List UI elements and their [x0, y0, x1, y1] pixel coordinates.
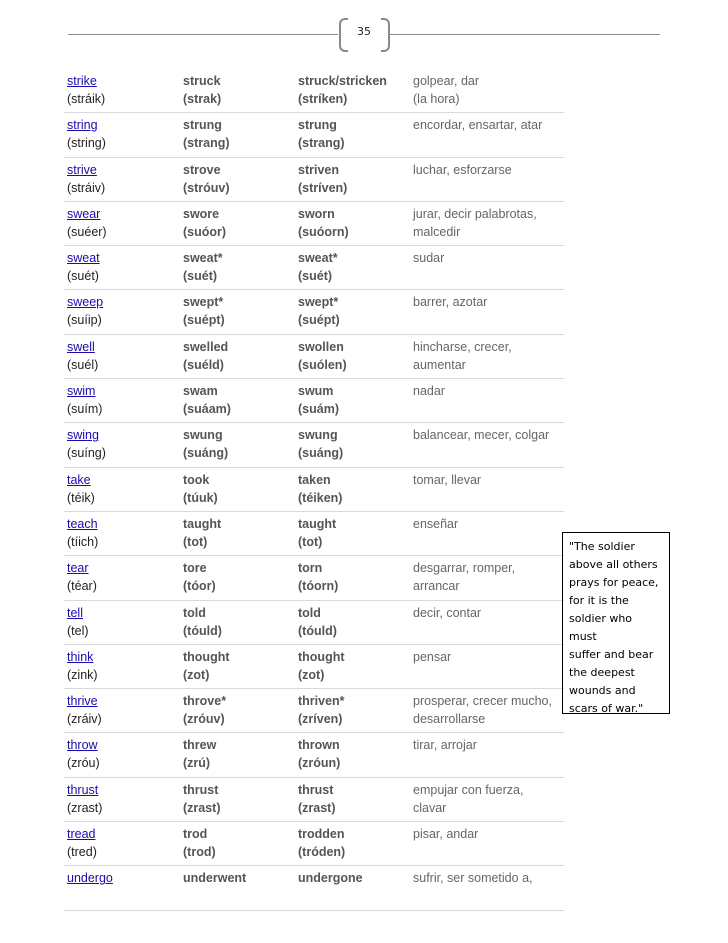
verb-link[interactable]: swell	[67, 339, 95, 354]
past-pronunciation: (zrú)	[183, 756, 211, 771]
participle-pronunciation: (strang)	[298, 136, 345, 151]
past-pronunciation: (tóuld)	[183, 623, 222, 638]
past-form-cell	[183, 249, 295, 285]
meaning-line-2: malcedir	[413, 224, 461, 239]
participle-pronunciation: (suáng)	[298, 446, 344, 461]
meaning-line-1: empujar con fuerza,	[413, 782, 524, 797]
participle-cell	[298, 249, 412, 285]
meaning-line-2: (la hora)	[413, 92, 460, 106]
base-form-cell	[67, 692, 179, 728]
past-pronunciation: (zróuv)	[183, 712, 225, 727]
base-form-cell	[67, 736, 179, 772]
past-form: strove	[183, 162, 221, 177]
meaning-cell	[413, 825, 563, 843]
past-form-cell	[183, 471, 295, 507]
participle-form: swum	[298, 384, 334, 399]
participle-pronunciation: (strívеn)	[298, 180, 348, 195]
meaning-line-1: encordar, ensartar, atar	[413, 118, 543, 133]
past-form-cell	[183, 426, 295, 462]
meaning-line-1: hincharse, crecer,	[413, 339, 512, 354]
meaning-line-2: aumentar	[413, 357, 466, 372]
past-form: swelled	[183, 339, 229, 354]
past-form: thought	[183, 649, 230, 664]
table-row	[64, 733, 564, 777]
participle-cell	[298, 604, 412, 640]
base-form-cell	[67, 426, 179, 462]
table-row	[64, 512, 564, 556]
meaning-cell	[413, 692, 563, 728]
meaning-cell	[413, 293, 563, 311]
past-form-cell	[183, 205, 295, 241]
meaning-cell	[413, 72, 563, 108]
participle-form: swollen	[298, 339, 344, 354]
table-row	[64, 822, 564, 866]
meaning-line-1: golpear, dar	[413, 74, 480, 88]
participle-pronunciation: (téiken)	[298, 490, 343, 505]
participle-cell	[298, 426, 412, 462]
participle-pronunciation: (suám)	[298, 402, 339, 417]
past-form-cell	[183, 559, 295, 595]
participle-cell	[298, 293, 412, 329]
meaning-line-1: pisar, andar	[413, 827, 479, 842]
participle-form: sworn	[298, 206, 335, 221]
table-row	[64, 423, 564, 467]
past-pronunciation: (suéld)	[183, 357, 224, 372]
base-pronunciation: (suím)	[67, 402, 103, 417]
base-form-cell	[67, 338, 179, 374]
past-form: thrust	[183, 782, 219, 797]
base-pronunciation: (tred)	[67, 845, 97, 860]
participle-cell	[298, 515, 412, 551]
participle-cell	[298, 161, 412, 197]
base-pronunciation: (suét)	[67, 269, 99, 284]
table-row	[64, 866, 564, 910]
meaning-cell	[413, 648, 563, 666]
meaning-line-1: sudar	[413, 251, 445, 266]
table-row	[64, 379, 564, 423]
verb-link[interactable]: thrust	[67, 782, 99, 797]
past-form: taught	[183, 516, 222, 531]
participle-pronunciation: (zot)	[298, 667, 325, 682]
participle-pronunciation: (zríven)	[298, 712, 343, 727]
quote-text: "The soldier above all others prays for peace, for it is the soldier who must suffer and bear the deepest wounds and scars of war."	[569, 540, 659, 715]
meaning-cell	[413, 559, 563, 595]
table-row	[64, 158, 564, 202]
page-number: 35	[357, 25, 371, 38]
table-row	[64, 113, 564, 157]
past-pronunciation: (zrast)	[183, 800, 221, 815]
past-form-cell	[183, 116, 295, 152]
meaning-cell	[413, 471, 563, 489]
meaning-line-2: arrancar	[413, 579, 460, 594]
past-pronunciation: (strak)	[183, 92, 222, 106]
meaning-cell	[413, 161, 563, 179]
meaning-line-1: tirar, arrojar	[413, 738, 477, 753]
past-form: told	[183, 605, 206, 620]
past-form: trod	[183, 827, 208, 842]
table-row	[64, 556, 564, 600]
meaning-line-1: jurar, decir palabrotas,	[413, 206, 537, 221]
participle-pronunciation: (suólen)	[298, 357, 347, 372]
past-form-cell	[183, 692, 295, 728]
quote-box	[562, 532, 670, 714]
base-pronunciation: (suíip)	[67, 313, 102, 328]
participle-cell	[298, 559, 412, 595]
meaning-cell	[413, 515, 563, 533]
verb-link[interactable]: think	[67, 649, 94, 664]
past-form: swung	[183, 428, 223, 443]
verb-link[interactable]: teach	[67, 516, 98, 531]
base-form-cell	[67, 116, 179, 152]
past-form-cell	[183, 648, 295, 684]
past-form-cell	[183, 72, 295, 108]
participle-cell	[298, 338, 412, 374]
past-pronunciation: (strang)	[183, 136, 230, 151]
base-form-cell	[67, 825, 179, 861]
participle-form: swept*	[298, 295, 339, 310]
base-pronunciation: (zink)	[67, 667, 98, 682]
participle-pronunciation: (tóuld)	[298, 623, 337, 638]
past-pronunciation: (suépt)	[183, 313, 225, 328]
past-form-cell	[183, 293, 295, 329]
past-form: throve*	[183, 694, 227, 709]
meaning-line-2: desarrollarse	[413, 712, 486, 727]
base-form-cell	[67, 869, 179, 887]
past-form: strung	[183, 118, 222, 133]
past-form-cell	[183, 869, 295, 887]
irregular-verbs-table	[64, 69, 564, 911]
base-pronunciation: (suéer)	[67, 224, 107, 239]
page-number-bracket-right	[381, 18, 390, 52]
verb-link[interactable]: strike	[67, 74, 97, 88]
participle-form: taken	[298, 472, 331, 487]
participle-form: strung	[298, 118, 337, 133]
participle-form: striven	[298, 162, 339, 177]
participle-pronunciation: (stríken)	[298, 92, 348, 106]
past-pronunciation: (suáam)	[183, 402, 231, 417]
past-pronunciation: (tot)	[183, 534, 208, 549]
past-form-cell	[183, 604, 295, 640]
meaning-line-1: desgarrar, romper,	[413, 561, 516, 576]
verb-link[interactable]: undergo	[67, 871, 113, 886]
meaning-line-1: barrer, azotar	[413, 295, 488, 310]
past-form-cell	[183, 338, 295, 374]
verb-link[interactable]: tell	[67, 605, 83, 620]
participle-form: taught	[298, 516, 337, 531]
past-form-cell	[183, 515, 295, 551]
past-form: tore	[183, 561, 207, 576]
base-form-cell	[67, 72, 179, 108]
participle-form: swung	[298, 428, 338, 443]
meaning-cell	[413, 249, 563, 267]
past-pronunciation: (trod)	[183, 845, 216, 860]
participle-cell	[298, 382, 412, 418]
meaning-line-1: balancear, mecer, colgar	[413, 428, 550, 443]
participle-cell	[298, 781, 412, 817]
past-form-cell	[183, 781, 295, 817]
verb-link[interactable]: tear	[67, 561, 89, 576]
verb-link[interactable]: thrive	[67, 694, 98, 709]
base-form-cell	[67, 249, 179, 285]
past-pronunciation: (suét)	[183, 269, 218, 284]
meaning-cell	[413, 869, 563, 887]
participle-form: sweat*	[298, 251, 338, 266]
meaning-line-1: prosperar, crecer mucho,	[413, 694, 552, 709]
table-row	[64, 778, 564, 822]
participle-form: undergone	[298, 871, 363, 886]
past-pronunciation: (stróuv)	[183, 180, 230, 195]
meaning-line-1: pensar	[413, 649, 452, 664]
header-rule-left	[68, 34, 338, 35]
base-form-cell	[67, 161, 179, 197]
base-form-cell	[67, 293, 179, 329]
base-pronunciation: (tel)	[67, 623, 89, 638]
table-row	[64, 290, 564, 334]
meaning-cell	[413, 116, 563, 134]
base-form-cell	[67, 559, 179, 595]
page-number-bracket-left	[339, 18, 348, 52]
past-form: threw	[183, 738, 217, 753]
past-form: struck	[183, 74, 221, 88]
past-form: swore	[183, 206, 220, 221]
table-row	[64, 246, 564, 290]
past-form: swept*	[183, 295, 224, 310]
participle-cell	[298, 825, 412, 861]
meaning-line-1: sufrir, ser sometido a,	[413, 871, 533, 886]
past-pronunciation: (suóor)	[183, 224, 227, 239]
verb-link[interactable]: strive	[67, 162, 97, 177]
base-pronunciation: (suél)	[67, 357, 99, 372]
meaning-line-1: enseñar	[413, 516, 459, 531]
table-row	[64, 202, 564, 246]
meaning-cell	[413, 426, 563, 444]
table-row	[64, 335, 564, 379]
base-pronunciation: (téar)	[67, 579, 97, 594]
participle-form: thrown	[298, 738, 340, 753]
past-form-cell	[183, 736, 295, 772]
table-row	[64, 468, 564, 512]
participle-cell	[298, 72, 412, 108]
verb-link[interactable]: string	[67, 118, 98, 133]
meaning-line-2: clavar	[413, 800, 447, 815]
participle-cell	[298, 205, 412, 241]
meaning-cell	[413, 382, 563, 400]
base-pronunciation: (tíich)	[67, 534, 99, 549]
base-form-cell	[67, 205, 179, 241]
verb-link[interactable]: sweat	[67, 251, 100, 266]
base-pronunciation: (zrast)	[67, 800, 103, 815]
header-rule-right	[390, 34, 660, 35]
base-pronunciation: (zróu)	[67, 756, 100, 771]
participle-cell	[298, 736, 412, 772]
participle-form: told	[298, 605, 321, 620]
table-row	[64, 689, 564, 733]
participle-pronunciation: (tot)	[298, 534, 323, 549]
participle-cell	[298, 692, 412, 728]
meaning-line-1: tomar, llevar	[413, 472, 482, 487]
participle-form: thriven*	[298, 694, 345, 709]
past-form-cell	[183, 825, 295, 861]
verb-link[interactable]: take	[67, 472, 91, 487]
participle-pronunciation: (zrast)	[298, 800, 336, 815]
base-pronunciation: (stráiv)	[67, 180, 106, 195]
meaning-cell	[413, 338, 563, 374]
verb-link[interactable]: swear	[67, 206, 101, 221]
participle-pronunciation: (suét)	[298, 269, 333, 284]
base-form-cell	[67, 648, 179, 684]
base-pronunciation: (string)	[67, 136, 106, 151]
meaning-line-1: luchar, esforzarse	[413, 162, 512, 177]
participle-cell	[298, 471, 412, 507]
base-form-cell	[67, 781, 179, 817]
past-pronunciation: (tóor)	[183, 579, 216, 594]
table-row	[64, 69, 564, 113]
meaning-cell	[413, 205, 563, 241]
participle-pronunciation: (tróden)	[298, 845, 346, 860]
past-form: took	[183, 472, 210, 487]
participle-form: struck/stricken	[298, 74, 387, 88]
verb-link[interactable]: swing	[67, 428, 99, 443]
participle-form: trodden	[298, 827, 345, 842]
participle-form: torn	[298, 561, 323, 576]
participle-cell	[298, 116, 412, 152]
meaning-line-1: decir, contar	[413, 605, 482, 620]
base-pronunciation: (stráik)	[67, 92, 106, 106]
past-pronunciation: (túuk)	[183, 490, 218, 505]
past-form-cell	[183, 382, 295, 418]
participle-pronunciation: (tóorn)	[298, 579, 339, 594]
base-pronunciation: (suíng)	[67, 446, 106, 461]
base-form-cell	[67, 604, 179, 640]
verb-link[interactable]: throw	[67, 738, 98, 753]
past-form-cell	[183, 161, 295, 197]
participle-pronunciation: (suépt)	[298, 313, 340, 328]
past-pronunciation: (suáng)	[183, 446, 229, 461]
past-form: sweat*	[183, 251, 223, 266]
meaning-line-1: nadar	[413, 384, 445, 399]
verb-link[interactable]: sweep	[67, 295, 104, 310]
verb-link[interactable]: tread	[67, 827, 96, 842]
meaning-cell	[413, 781, 563, 817]
participle-form: thought	[298, 649, 345, 664]
table-row	[64, 645, 564, 689]
base-pronunciation: (téik)	[67, 490, 95, 505]
base-form-cell	[67, 515, 179, 551]
past-form: swam	[183, 384, 218, 399]
meaning-cell	[413, 604, 563, 622]
participle-cell	[298, 869, 412, 887]
past-pronunciation: (zot)	[183, 667, 210, 682]
base-form-cell	[67, 382, 179, 418]
meaning-cell	[413, 736, 563, 754]
base-pronunciation: (zráiv)	[67, 712, 102, 727]
base-form-cell	[67, 471, 179, 507]
table-row	[64, 601, 564, 645]
past-form: underwent	[183, 871, 247, 886]
verb-link[interactable]: swim	[67, 384, 96, 399]
participle-cell	[298, 648, 412, 684]
participle-form: thrust	[298, 782, 334, 797]
participle-pronunciation: (zróun)	[298, 756, 341, 771]
participle-pronunciation: (suóorn)	[298, 224, 349, 239]
